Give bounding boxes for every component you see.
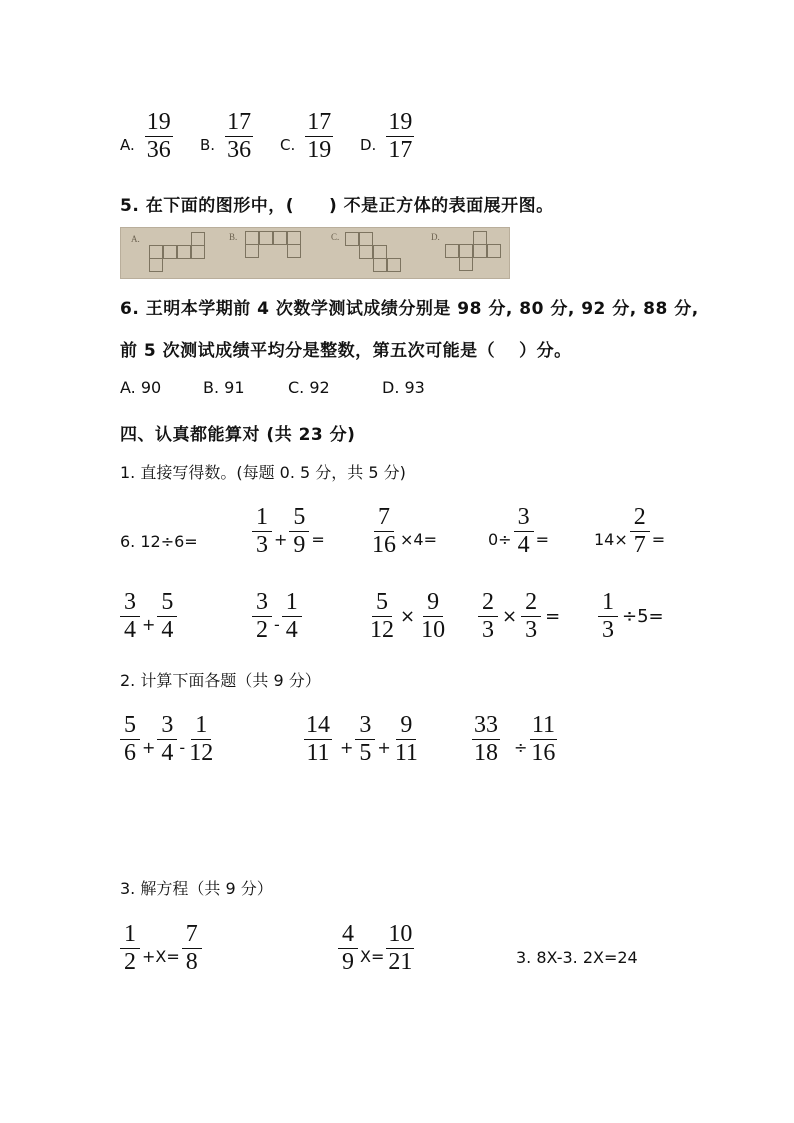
- p2-expr-1: $\frac{5}{6}$ + $\frac{3}{4}$ - $\frac{1}{12}$: [120, 713, 215, 766]
- fraction: $\frac{33}{18}$: [474, 712, 498, 767]
- q6-line-2: 前 5 次测试成绩平均分是整数，第五次可能是（ ）分。: [120, 341, 572, 361]
- q4-option-b: [200, 110, 253, 163]
- net-d-square: [473, 244, 487, 258]
- q6-option-a: A. 90: [120, 378, 162, 397]
- q4-option-c: [280, 110, 333, 163]
- net-b-square: [245, 244, 259, 258]
- fraction: $\frac{1}{3}$: [598, 590, 618, 643]
- p1-r1-expr-2: $\frac{1}{3}$ + $\frac{5}{9}$ =: [252, 505, 327, 558]
- net-label-a: A.: [131, 234, 140, 244]
- net-b-square: [287, 244, 301, 258]
- fraction: $\frac{2}{7}$: [630, 505, 650, 558]
- fraction: $\frac{5}{9}$: [289, 505, 309, 558]
- net-a-square: [149, 245, 163, 259]
- net-d-square: [445, 244, 459, 258]
- net-c-square: [359, 232, 373, 246]
- net-c-square: [359, 245, 373, 259]
- fraction: $\frac{1}{12}$: [189, 712, 214, 767]
- fraction: $\frac{7}{8}$: [182, 922, 202, 975]
- fraction: $\frac{17}{36}$: [227, 109, 252, 164]
- fraction: $\frac{1}{2}$: [120, 922, 140, 975]
- net-b-square: [259, 231, 273, 245]
- p1-r2-expr-3: $\frac{5}{12}$ × $\frac{9}{10}$: [370, 589, 446, 644]
- fraction: $\frac{3}{4}$: [120, 590, 140, 643]
- p3-equation-2: $\frac{4}{9}$ X= $\frac{10}{21}$: [338, 922, 414, 975]
- part-3-title: 3. 解方程（共 9 分）: [120, 879, 273, 898]
- q6-line-1: 6. 王明本学期前 4 次数学测试成绩分别是 98 分, 80 分, 92 分, 88 分,: [120, 299, 699, 319]
- option-label: B.: [200, 135, 216, 154]
- p2-expr-3: $\frac{33}{18}$ ÷ $\frac{11}{16}$: [474, 712, 556, 767]
- net-d-square: [473, 231, 487, 245]
- net-d-square: [459, 257, 473, 271]
- fraction: $\frac{4}{9}$: [338, 922, 358, 975]
- net-label-b: B.: [229, 232, 238, 242]
- fraction: $\frac{1}{3}$: [252, 505, 272, 558]
- option-label: D.: [360, 135, 377, 154]
- fraction: $\frac{9}{10}$: [421, 589, 446, 644]
- p1-r2-expr-5: $\frac{1}{3}$ ÷5=: [598, 590, 668, 643]
- option-label: A.: [120, 135, 135, 154]
- fraction: $\frac{9}{11}$: [394, 712, 418, 767]
- fraction: $\frac{5}{12}$: [370, 589, 394, 644]
- p1-r2-expr-1: $\frac{3}{4}$ + $\frac{5}{4}$: [120, 590, 177, 643]
- fraction: $\frac{1}{4}$: [282, 590, 302, 643]
- p1-r1-expr-3: $\frac{7}{16}$ ×4=: [372, 504, 437, 559]
- net-d-square: [459, 244, 473, 258]
- net-a-square: [149, 258, 163, 272]
- net-d-square: [487, 244, 501, 258]
- p2-expr-2: $\frac{14}{11}$ + $\frac{3}{5}$ + $\frac{9}{11}$: [306, 712, 418, 767]
- q6-option-d: D. 93: [382, 378, 425, 397]
- fraction: $\frac{19}{36}$: [146, 109, 171, 164]
- fraction: $\frac{3}{2}$: [252, 590, 272, 643]
- p1-r1-expr-1: 6. 12÷6=: [120, 532, 198, 551]
- part-2-title: 2. 计算下面各题（共 9 分）: [120, 671, 321, 690]
- net-c-square: [373, 245, 387, 259]
- net-c-square: [345, 232, 359, 246]
- q5-text: 5. 在下面的图形中，( ) 不是正方体的表面展开图。: [120, 196, 554, 216]
- fraction: $\frac{17}{19}$: [307, 109, 332, 164]
- fraction: $\frac{14}{11}$: [306, 712, 330, 767]
- q6-option-b: B. 91: [203, 378, 245, 397]
- net-label-c: C.: [331, 232, 340, 242]
- p3-equation-1: $\frac{1}{2}$ +X= $\frac{7}{8}$: [120, 922, 202, 975]
- fraction: $\frac{3}{5}$: [355, 713, 375, 766]
- net-a-square: [191, 245, 205, 259]
- net-a-square: [177, 245, 191, 259]
- fraction: $\frac{19}{17}$: [388, 109, 413, 164]
- fraction: $\frac{7}{16}$: [372, 504, 396, 559]
- fraction: $\frac{3}{4}$: [157, 713, 177, 766]
- p1-r1-expr-4: 0÷ $\frac{3}{4}$ =: [488, 504, 549, 559]
- p1-r2-expr-2: $\frac{3}{2}$ - $\frac{1}{4}$: [252, 590, 302, 643]
- net-c-square: [387, 258, 401, 272]
- net-a-square: [191, 232, 205, 246]
- net-b-square: [245, 231, 259, 245]
- net-a-square: [163, 245, 177, 259]
- fraction: $\frac{2}{3}$: [478, 590, 498, 643]
- part-1-title: 1. 直接写得数。(每题 0. 5 分，共 5 分): [120, 463, 406, 482]
- fraction: $\frac{5}{4}$: [157, 590, 177, 643]
- net-b-square: [273, 231, 287, 245]
- p3-equation-3: 3. 8X-3. 2X=24: [516, 948, 638, 967]
- fraction: $\frac{2}{3}$: [521, 590, 541, 643]
- fraction: $\frac{5}{6}$: [120, 713, 140, 766]
- option-label: C.: [280, 135, 296, 154]
- net-c-square: [373, 258, 387, 272]
- fraction: $\frac{3}{4}$: [514, 505, 534, 558]
- cube-nets-image: [120, 227, 510, 279]
- p1-r1-expr-5: 14× $\frac{2}{7}$ =: [594, 504, 666, 559]
- q6-option-c: C. 92: [288, 378, 330, 397]
- q4-option-a: [120, 110, 173, 163]
- fraction: $\frac{10}{21}$: [388, 921, 413, 976]
- q4-option-d: [360, 110, 414, 163]
- net-label-d: D.: [431, 232, 440, 242]
- fraction: $\frac{11}{16}$: [531, 712, 556, 767]
- net-b-square: [287, 231, 301, 245]
- section-4-title: 四、认真都能算对 (共 23 分): [120, 425, 356, 445]
- p1-r2-expr-4: $\frac{2}{3}$ × $\frac{2}{3}$ =: [478, 590, 564, 643]
